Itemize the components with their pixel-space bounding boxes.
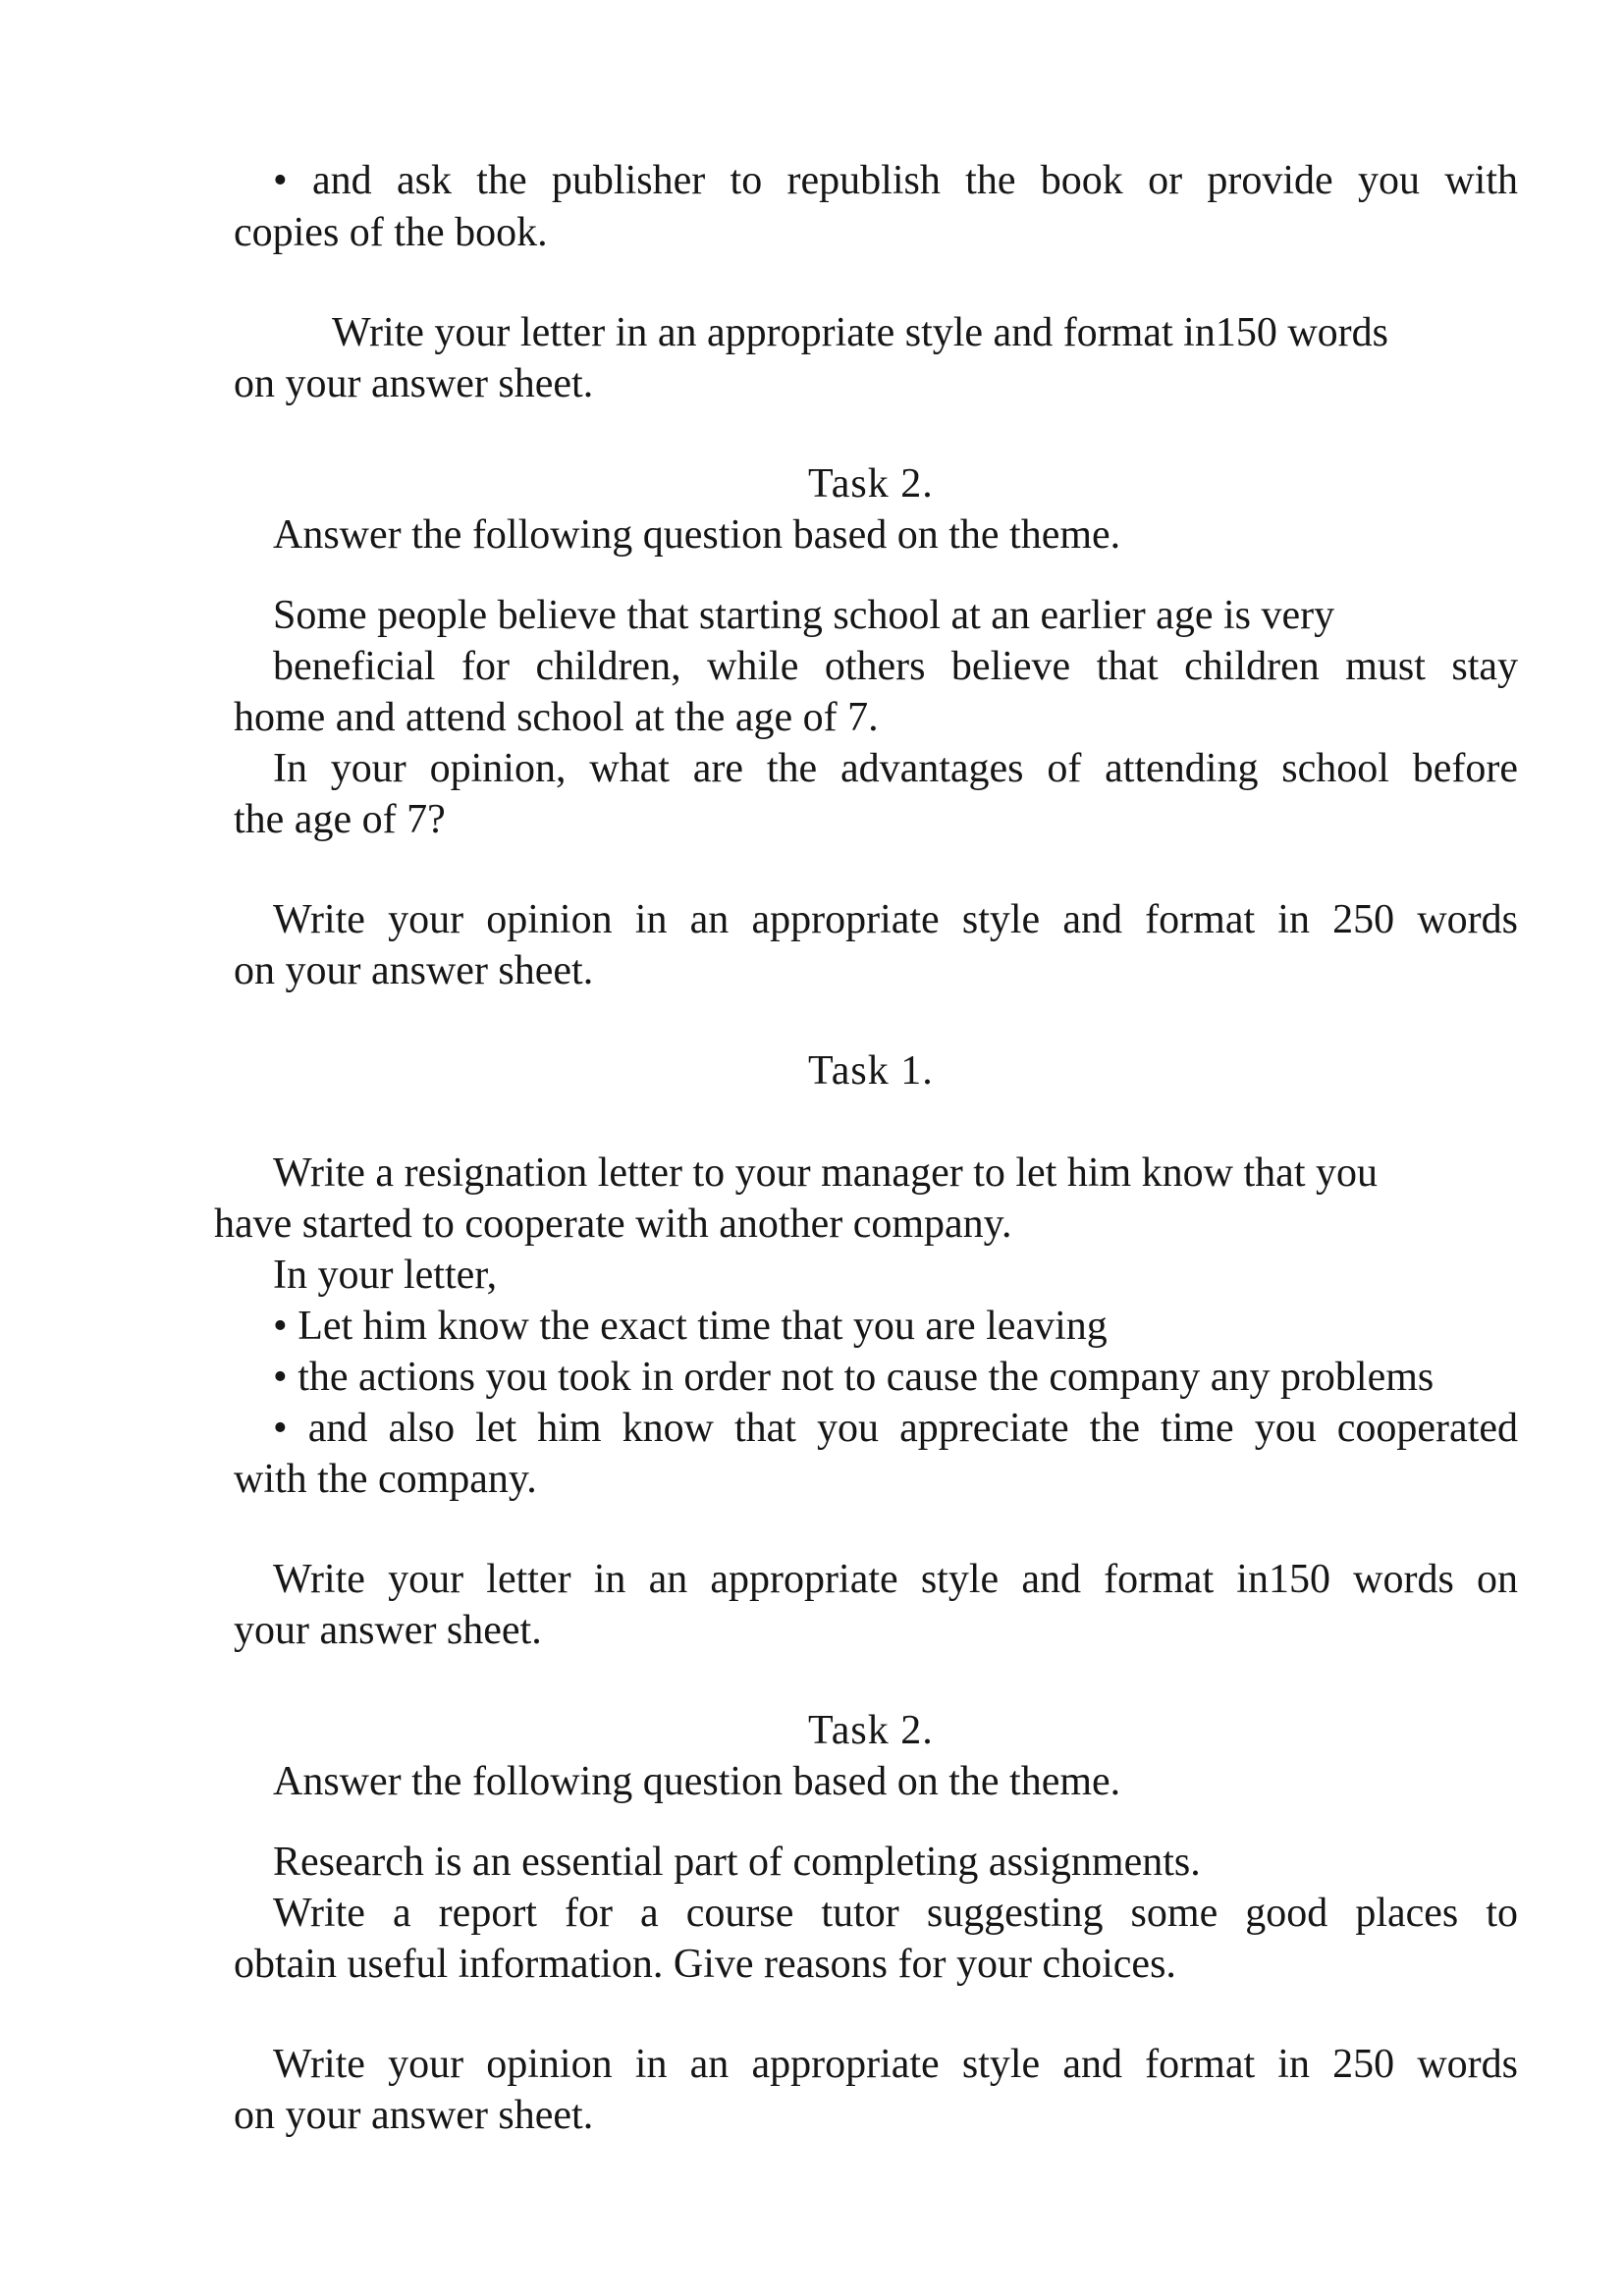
bullet-republish-line-1: • and ask the publisher to republish the book or provide you with: [273, 158, 1518, 203]
research-statement: Research is an essential part of completing assignments.: [273, 1840, 1201, 1885]
bullet-appreciation-line-1: • and also let him know that you appreciate the time you cooperated: [273, 1406, 1518, 1451]
opinion-instruction-line-1: Write your opinion in an appropriate style and format in 250 words: [273, 897, 1518, 942]
letter-intro: In your letter,: [273, 1253, 498, 1298]
letter-instruction-line-1: Write your letter in an appropriate style and format in150 words on: [273, 1557, 1518, 1602]
letter-instruction-line-1: Write your letter in an appropriate style and format in150 words: [332, 310, 1388, 355]
bullet-republish-line-2: copies of the book.: [234, 210, 548, 255]
bullet-actions: • the actions you took in order not to cause the company any problems: [273, 1355, 1435, 1400]
bullet-leaving-time: • Let him know the exact time that you are leaving: [273, 1304, 1108, 1349]
letter-instruction-line-2: your answer sheet.: [234, 1608, 542, 1653]
report-task-line-1: Write a report for a course tutor suggesting some good places to: [273, 1891, 1518, 1936]
report-task-line-2: obtain useful information. Give reasons for your choices.: [234, 1942, 1176, 1987]
task-prompt: Answer the following question based on the theme.: [273, 512, 1121, 558]
opinion-instruction-line-1: Write your opinion in an appropriate style and format in 250 words: [273, 2042, 1518, 2087]
opinion-instruction-line-2: on your answer sheet.: [234, 948, 594, 993]
resignation-task-line-2: have started to cooperate with another company.: [214, 1201, 1012, 1247]
letter-instruction-line-2: on your answer sheet.: [234, 361, 594, 406]
essay-question-line-1: Some people believe that starting school at an earlier age is very: [273, 593, 1335, 638]
essay-question-line-5: the age of 7?: [234, 797, 446, 842]
opinion-instruction-line-2: on your answer sheet.: [234, 2093, 594, 2138]
task-heading: Task 2.: [808, 1708, 934, 1753]
essay-question-line-4: In your opinion, what are the advantages of attending school before: [273, 746, 1518, 791]
essay-question-line-2: beneficial for children, while others believe that children must stay: [273, 644, 1518, 689]
task-heading: Task 2.: [808, 461, 934, 507]
task-prompt: Answer the following question based on the theme.: [273, 1759, 1121, 1804]
essay-question-line-3: home and attend school at the age of 7.: [234, 695, 879, 740]
task-heading: Task 1.: [808, 1048, 934, 1094]
resignation-task-line-1: Write a resignation letter to your manager to let him know that you: [273, 1150, 1378, 1196]
bullet-appreciation-line-2: with the company.: [234, 1457, 537, 1502]
